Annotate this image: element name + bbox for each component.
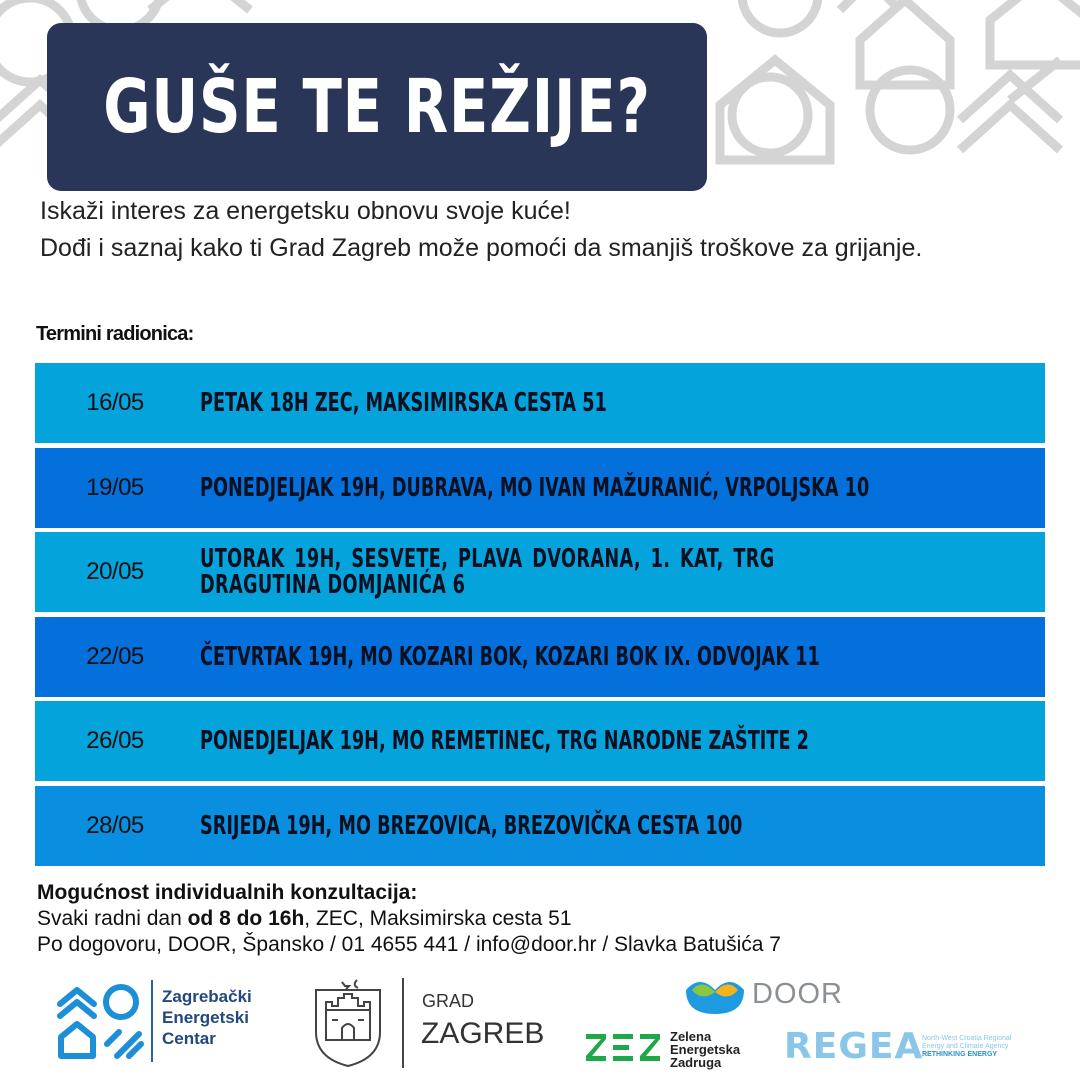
zez-logo-icon: [586, 1032, 662, 1064]
regea-line-1: North-West Croatia Regional: [922, 1035, 1012, 1042]
schedule-row: [35, 363, 1045, 443]
zec-line-2: Energetski: [162, 1008, 249, 1027]
schedule-row: [35, 617, 1045, 697]
schedule-event: PONEDJELJAK 19H, MO REMETINEC, TRG NARODNE ZAŠTITE 2: [200, 726, 809, 757]
regea-tagline: RETHINKING ENERGY: [922, 1051, 998, 1058]
zez-line-2: Energetska: [670, 1042, 741, 1057]
intro-line-1: Iskaži interes za energetsku obnovu svoje kuće!: [40, 197, 571, 225]
consultation-hours: od 8 do 16h: [187, 907, 305, 930]
regea-logo-text: [922, 1035, 1032, 1059]
schedule-event: SRIJEDA 19H, MO BREZOVICA, BREZOVIČKA CESTA 100: [200, 810, 743, 841]
zez-line-1: Zelena: [670, 1029, 712, 1044]
schedule-row: [35, 448, 1045, 528]
consultation-info: [37, 880, 1037, 958]
schedule-event: PONEDJELJAK 19H, DUBRAVA, MO IVAN MAŽURANIĆ, VRPOLJSKA 10: [200, 472, 870, 503]
schedule-table: [35, 363, 1045, 871]
schedule-event: PETAK 18H ZEC, MAKSIMIRSKA CESTA 51: [200, 388, 607, 418]
zez-logo-text: [670, 1030, 740, 1069]
door-logo-text: DOOR: [752, 978, 843, 1010]
schedule-date: 28/05: [86, 811, 144, 839]
schedule-label: Termini radionica:: [36, 323, 194, 345]
regea-logo-mark: REGEA: [784, 1026, 924, 1067]
schedule-date: 19/05: [86, 473, 144, 501]
zec-logo-icon: [55, 982, 145, 1062]
schedule-date: 20/05: [86, 558, 144, 586]
schedule-row: [35, 786, 1045, 866]
schedule-date: 22/05: [86, 642, 144, 670]
intro-line-2: Dođi i saznaj kako ti Grad Zagreb može pomoći da smanjiš troškove za grijanje.: [40, 234, 923, 262]
zec-logo-text: [162, 986, 252, 1049]
zec-divider: [151, 980, 153, 1062]
page-title: GUŠE TE REŽIJE?: [103, 64, 651, 150]
zec-line-1: Zagrebački: [162, 987, 252, 1006]
consultation-line-1-pre: Svaki radni dan: [37, 907, 188, 930]
schedule-row: [35, 701, 1045, 781]
zagreb-coat-of-arms-icon: [312, 976, 384, 1068]
schedule-event: ČETVRTAK 19H, MO KOZARI BOK, KOZARI BOK IX. ODVOJAK 11: [200, 641, 820, 672]
zagreb-label: ZAGREB: [421, 1017, 545, 1050]
grad-label: GRAD: [422, 991, 475, 1011]
consultation-line-1-post: , ZEC, Maksimirska cesta 51: [304, 907, 572, 930]
intro-text: [40, 198, 1000, 272]
regea-line-2: Energy and Climate Agency: [922, 1043, 1009, 1050]
door-logo-icon: [684, 970, 746, 1016]
consultation-heading: Mogućnost individualnih konzultacija:: [37, 881, 418, 904]
zez-line-3: Zadruga: [670, 1055, 722, 1070]
schedule-row: [35, 532, 1045, 612]
grad-divider: [402, 978, 404, 1068]
consultation-line-1: [37, 906, 1037, 932]
zec-line-3: Centar: [162, 1029, 216, 1048]
consultation-line-2: Po dogovoru, DOOR, Špansko / 01 4655 441 / info@door.hr / Slavka Batušića 7: [37, 933, 781, 956]
partner-logos: [0, 970, 1080, 1080]
schedule-date: 16/05: [86, 389, 144, 416]
schedule-date: 26/05: [86, 727, 144, 755]
title-banner: [47, 23, 707, 191]
schedule-event: UTORAK 19H, SESVETE, PLAVA DVORANA, 1. KAT, TRG DRAGUTINA DOMJANIĆA 6: [200, 544, 775, 601]
